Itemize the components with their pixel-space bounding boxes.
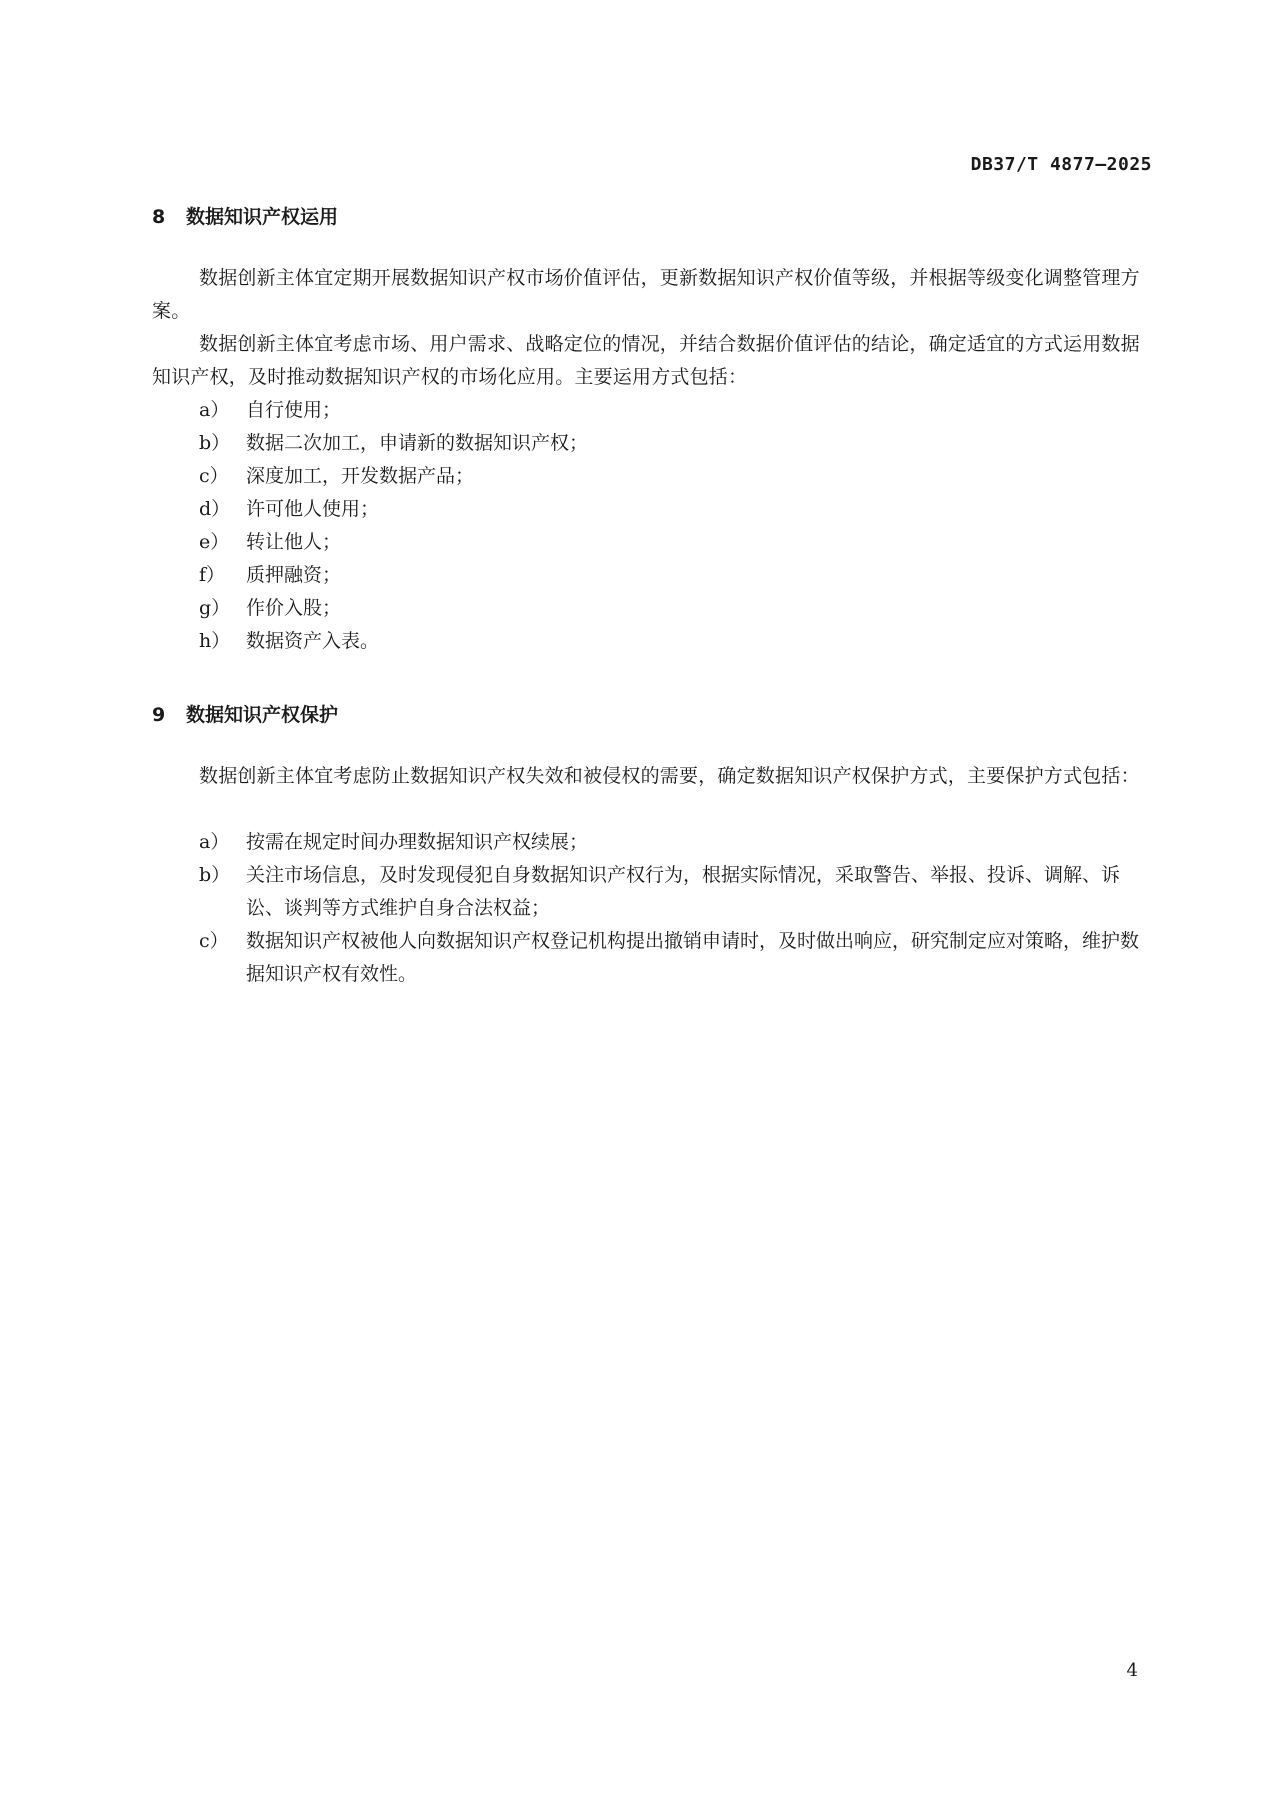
list-text: 数据知识产权被他人向数据知识产权登记机构提出撤销申请时，及时做出响应，研究制定应对策略，维护数据知识产权有效性。: [246, 930, 1140, 985]
list-item: [199, 493, 1152, 526]
section-8-paragraph-2: 数据创新主体宜考虑市场、用户需求、战略定位的情况，并结合数据价值评估的结论，确定适宜的方式运用数据知识产权，及时推动数据知识产权的市场化应用。主要运用方式包括：: [152, 333, 1140, 388]
list-marker: d）: [199, 498, 231, 520]
list-text: 按需在规定时间办理数据知识产权续展；: [246, 831, 589, 853]
list-marker: g）: [199, 597, 231, 619]
list-item: [199, 427, 1152, 460]
list-item: [199, 394, 1152, 427]
list-item: [199, 925, 1152, 991]
section-8-number: 8: [152, 206, 166, 228]
list-item: [199, 526, 1152, 559]
list-marker: a）: [199, 831, 230, 853]
list-marker: h）: [199, 630, 231, 652]
list-marker: e）: [199, 531, 230, 553]
list-item: [199, 460, 1152, 493]
page-number: 4: [1126, 1660, 1138, 1681]
list-text: 作价入股；: [246, 597, 342, 619]
list-item: [199, 625, 1152, 658]
section-8-heading: [152, 202, 338, 229]
list-marker: c）: [199, 465, 229, 487]
list-text: 质押融资；: [246, 564, 342, 586]
list-text: 许可他人使用；: [246, 498, 380, 520]
section-9-title: 数据知识产权保护: [186, 704, 339, 726]
list-item: [199, 559, 1152, 592]
list-text: 数据资产入表。: [246, 630, 380, 652]
list-marker: b）: [199, 432, 231, 454]
list-marker: f）: [199, 564, 226, 586]
list-item: [199, 592, 1152, 625]
list-text: 自行使用；: [246, 399, 342, 421]
list-marker: a）: [199, 399, 230, 421]
document-code: DB37/T 4877—2025: [970, 154, 1152, 175]
section-9-heading: [152, 700, 338, 727]
list-text: 转让他人；: [246, 531, 342, 553]
list-text: 关注市场信息，及时发现侵犯自身数据知识产权行为，根据实际情况，采取警告、举报、投诉、调解、诉讼、谈判等方式维护自身合法权益；: [246, 864, 1121, 919]
list-text: 数据二次加工，申请新的数据知识产权；: [246, 432, 589, 454]
section-8-paragraph-1: 数据创新主体宜定期开展数据知识产权市场价值评估，更新数据知识产权价值等级，并根据等级变化调整管理方案。: [152, 267, 1140, 322]
list-marker: c）: [199, 930, 229, 952]
list-marker: b）: [199, 864, 231, 886]
list-text: 深度加工，开发数据产品；: [246, 465, 475, 487]
list-item: [199, 826, 1152, 859]
section-9-number: 9: [152, 704, 166, 726]
list-item: [199, 859, 1152, 925]
section-8-title: 数据知识产权运用: [186, 206, 339, 228]
section-9-paragraph-1: 数据创新主体宜考虑防止数据知识产权失效和被侵权的需要，确定数据知识产权保护方式，主要保护方式包括：: [199, 765, 1140, 787]
